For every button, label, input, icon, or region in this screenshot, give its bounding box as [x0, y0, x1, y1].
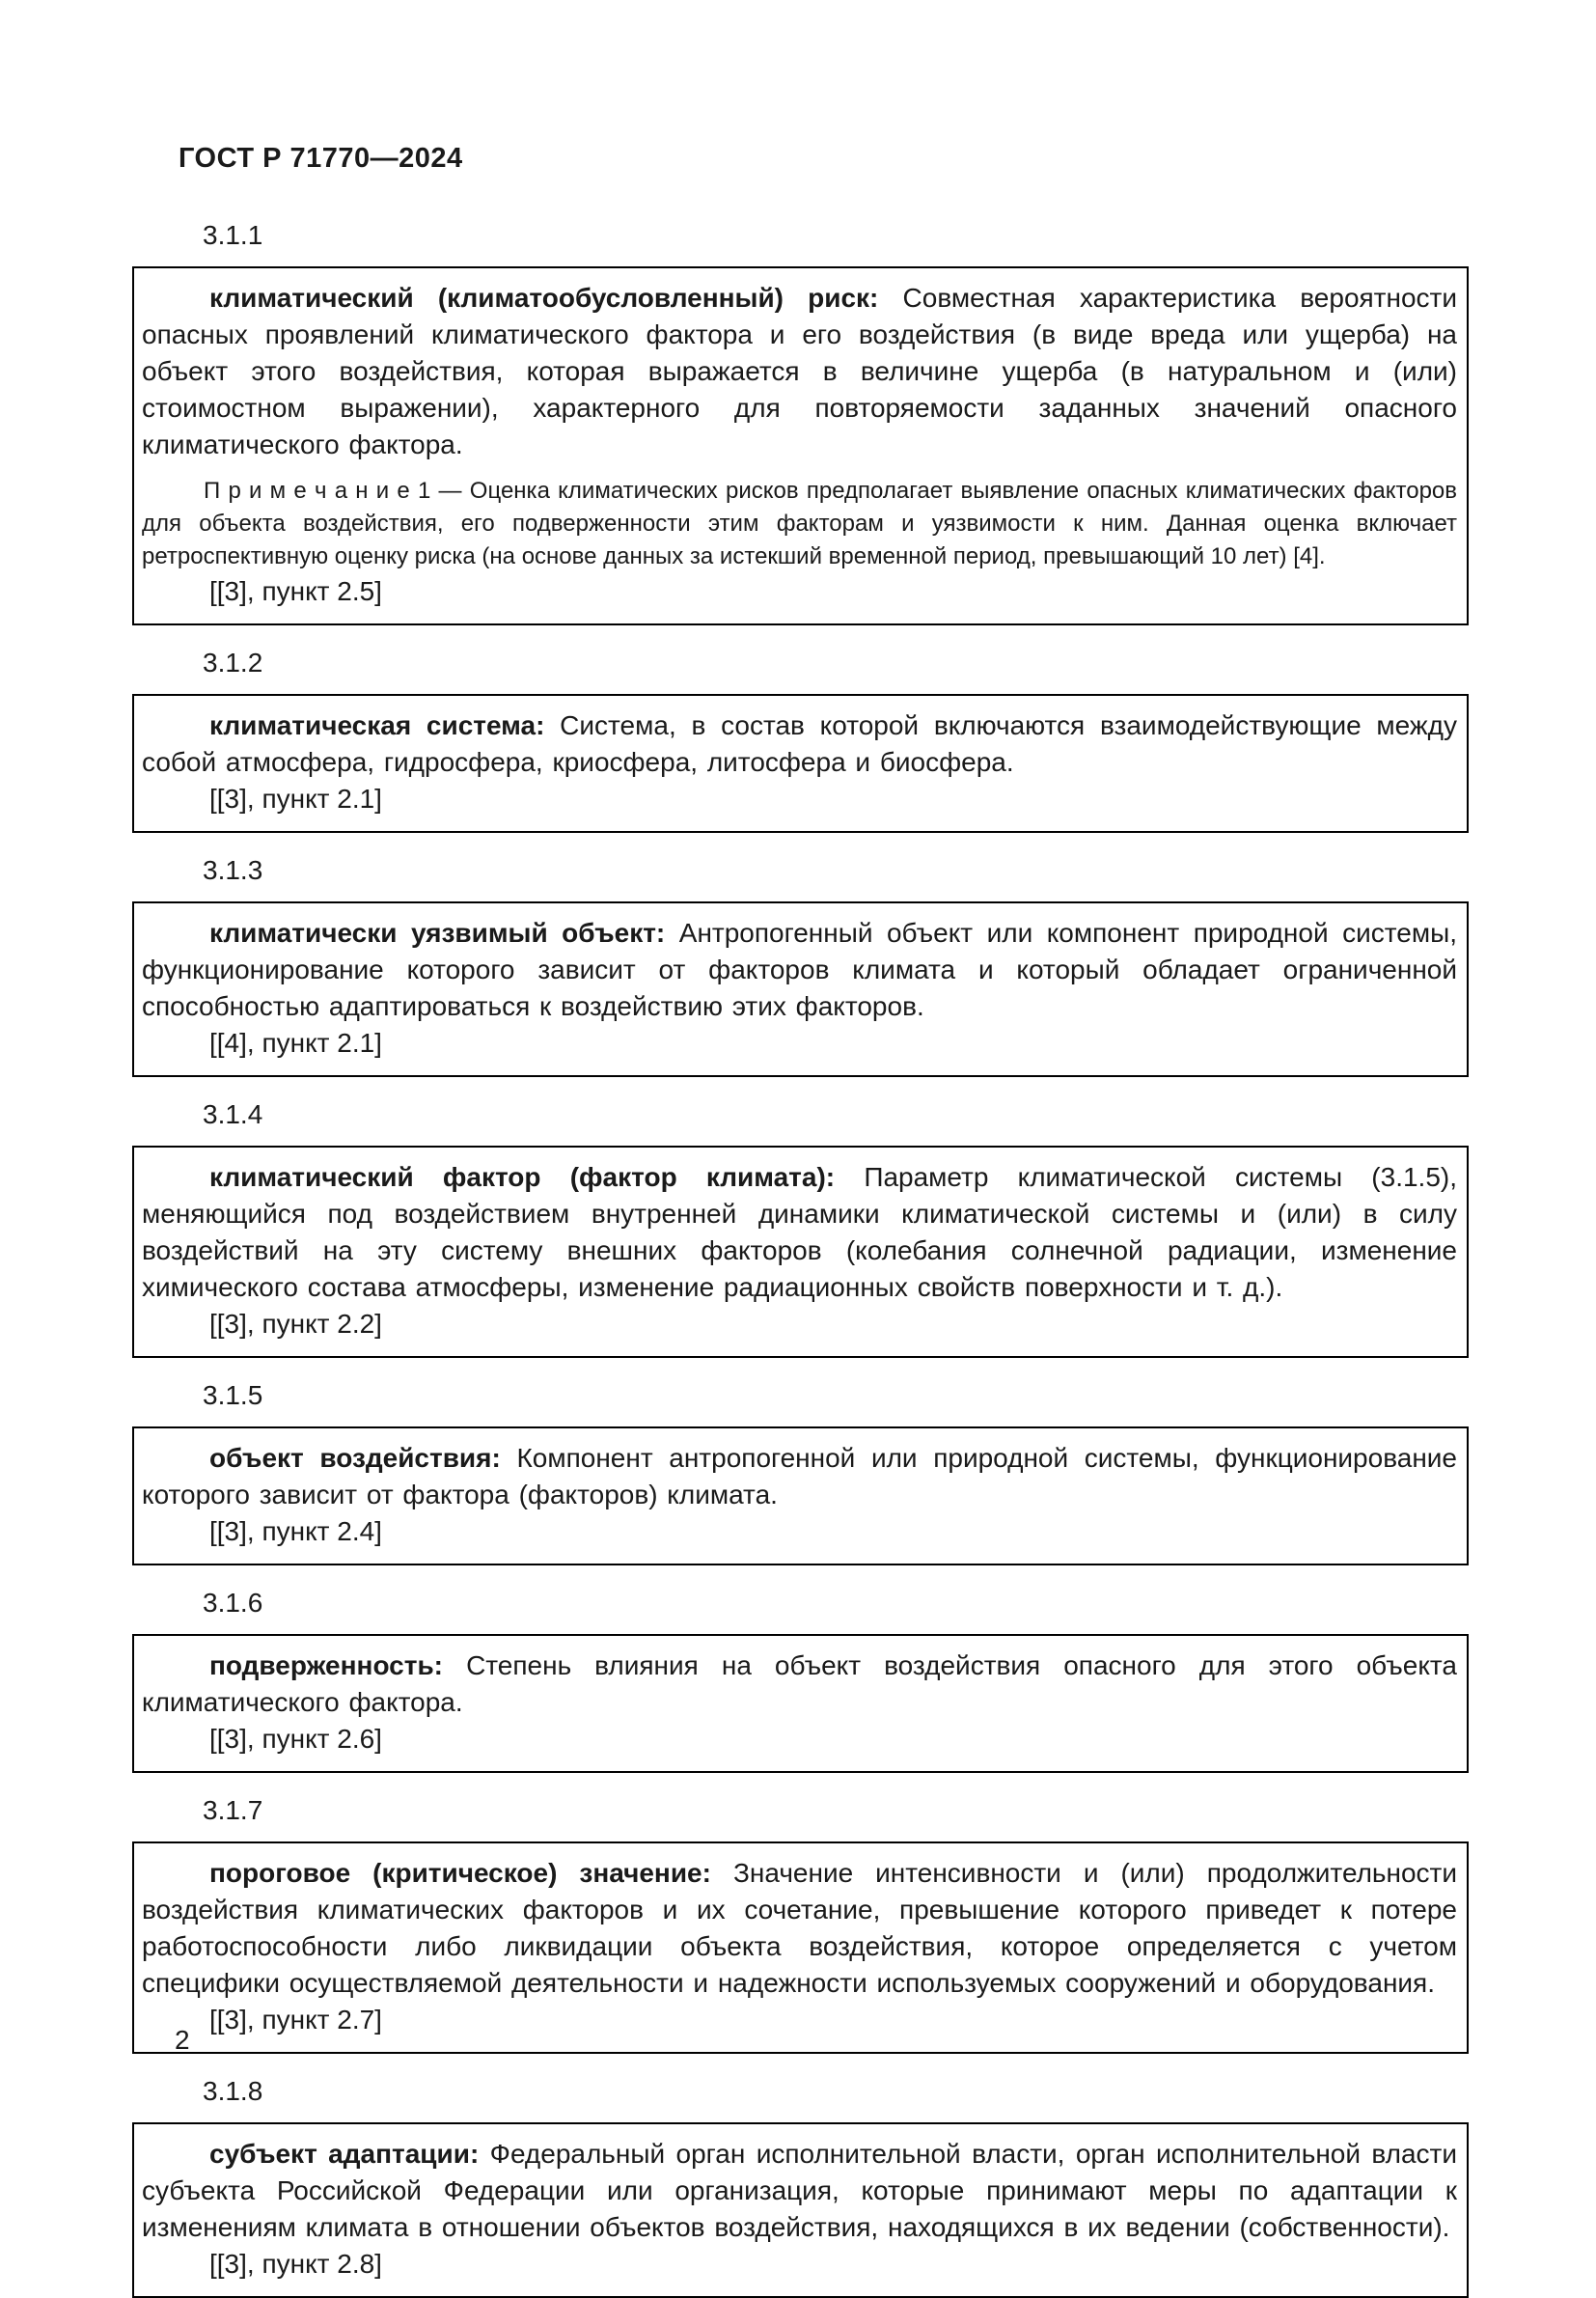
definition-paragraph [142, 2136, 1457, 2246]
definition-text: Компонент антропогенной или природной системы, функционирование которого зависит от фактора (факторов) климата. [142, 1443, 1458, 1509]
definition-box [132, 1841, 1469, 2054]
section-number: 3.1.8 [203, 2076, 263, 2106]
term: климатический фактор (фактор климата): [209, 1162, 836, 1192]
section-number: 3.1.6 [203, 1588, 263, 1618]
definition-box [132, 2122, 1469, 2298]
section-number: 3.1.5 [203, 1380, 263, 1410]
section-3-1-8 [132, 2073, 1469, 2298]
section-3-1-4 [132, 1096, 1469, 1358]
section-3-1-3 [132, 852, 1469, 1077]
definition-paragraph [142, 1440, 1457, 1513]
term: климатический (климатообусловленный) риск: [209, 283, 879, 313]
definition-box [132, 1634, 1469, 1773]
definition-box [132, 694, 1469, 833]
term: подверженность: [209, 1650, 444, 1680]
note-label: П р и м е ч а н и е 1 — [204, 478, 462, 504]
definition-paragraph [142, 1647, 1457, 1721]
reference: [[3], пункт 2.1] [209, 784, 382, 814]
section-3-1-1 [132, 217, 1469, 625]
reference: [[3], пункт 2.4] [209, 1516, 382, 1546]
note-text: Оценка климатических рисков предполагает выявление опасных климатических факторов для объекта воздействия, его подверженности этим факторам и уязвимости к ним. Данная оценка включает ретроспективную оценку риска (на основе данных за истекший временной период, превышающий 10 лет) [4]. [142, 478, 1458, 569]
definition-paragraph [142, 1159, 1457, 1306]
section-number: 3.1.4 [203, 1099, 263, 1129]
definition-box [132, 1426, 1469, 1565]
term: субъект адаптации: [209, 2139, 480, 2169]
page-number: 2 [175, 2025, 190, 2055]
term: климатическая система: [209, 710, 545, 740]
section-number: 3.1.7 [203, 1795, 263, 1825]
definition-text: Значение интенсивности и (или) продолжительности воздействия климатических факторов и их сочетание, превышение которого приведет к потере работоспособности либо ликвидации объекта воздействия, которое определяется с учетом специфики осуществляемой деятельности и надежности используемых сооружений и оборудования. [142, 1858, 1458, 1998]
reference: [[3], пункт 2.6] [209, 1724, 382, 1754]
section-number: 3.1.3 [203, 855, 263, 885]
section-3-1-5 [132, 1377, 1469, 1565]
section-3-1-7 [132, 1792, 1469, 2054]
definition-box [132, 901, 1469, 1077]
term: пороговое (критическое) значение: [209, 1858, 711, 1888]
reference: [[4], пункт 2.1] [209, 1028, 382, 1058]
definition-text: Параметр климатической системы (3.1.5), меняющийся под воздействием внутренней динамики климатической системы и (или) в силу воздействий на эту систему внешних факторов (колебания солнечной радиации, изменение химического состава атмосферы, изменение радиационных свойств поверхности и т. д.). [142, 1162, 1458, 1302]
definition-text: Система, в состав которой включаются взаимодействующие между собой атмосфера, гидросфера, криосфера, литосфера и биосфера. [142, 710, 1457, 777]
term: объект воздействия: [209, 1443, 501, 1473]
reference: [[3], пункт 2.5] [209, 576, 382, 606]
section-number: 3.1.1 [203, 220, 263, 250]
note-paragraph [142, 475, 1457, 573]
definition-text: Совместная характеристика вероятности опасных проявлений климатического фактора и его воздействия (в виде вреда или ущерба) на объект этого воздействия, которая выражается в величине ущерба (в натуральном и (или) стоимостном выражении), характерного для повторяемости заданных значений опасного климатического фактора. [142, 283, 1457, 459]
reference: [[3], пункт 2.2] [209, 1309, 382, 1339]
definition-paragraph [142, 1855, 1457, 2002]
reference: [[3], пункт 2.7] [209, 2005, 382, 2035]
definition-text: Антропогенный объект или компонент природной системы, функционирование которого зависит от факторов климата и который обладает ограниченной способностью адаптироваться к воздействию этих факторов. [142, 918, 1457, 1021]
definition-text: Степень влияния на объект воздействия опасного для этого объекта климатического фактора. [142, 1650, 1458, 1717]
section-3-1-6 [132, 1585, 1469, 1773]
term: климатически уязвимый объект: [209, 918, 666, 948]
definition-paragraph [142, 707, 1457, 781]
section-3-1-2 [132, 645, 1469, 833]
definition-text: Федеральный орган исполнительной власти, орган исполнительной власти субъекта Российской Федерации или организация, которые принимают меры по адаптации к изменениям климата в отношении объектов воздействия, находящихся в их ведении (собственности). [142, 2139, 1457, 2242]
section-number: 3.1.2 [203, 648, 263, 678]
document-header: ГОСТ Р 71770—2024 [179, 143, 463, 174]
definition-paragraph [142, 280, 1457, 463]
definition-box [132, 1146, 1469, 1358]
definition-box [132, 266, 1469, 625]
reference: [[3], пункт 2.8] [209, 2249, 382, 2279]
definition-paragraph [142, 915, 1457, 1025]
